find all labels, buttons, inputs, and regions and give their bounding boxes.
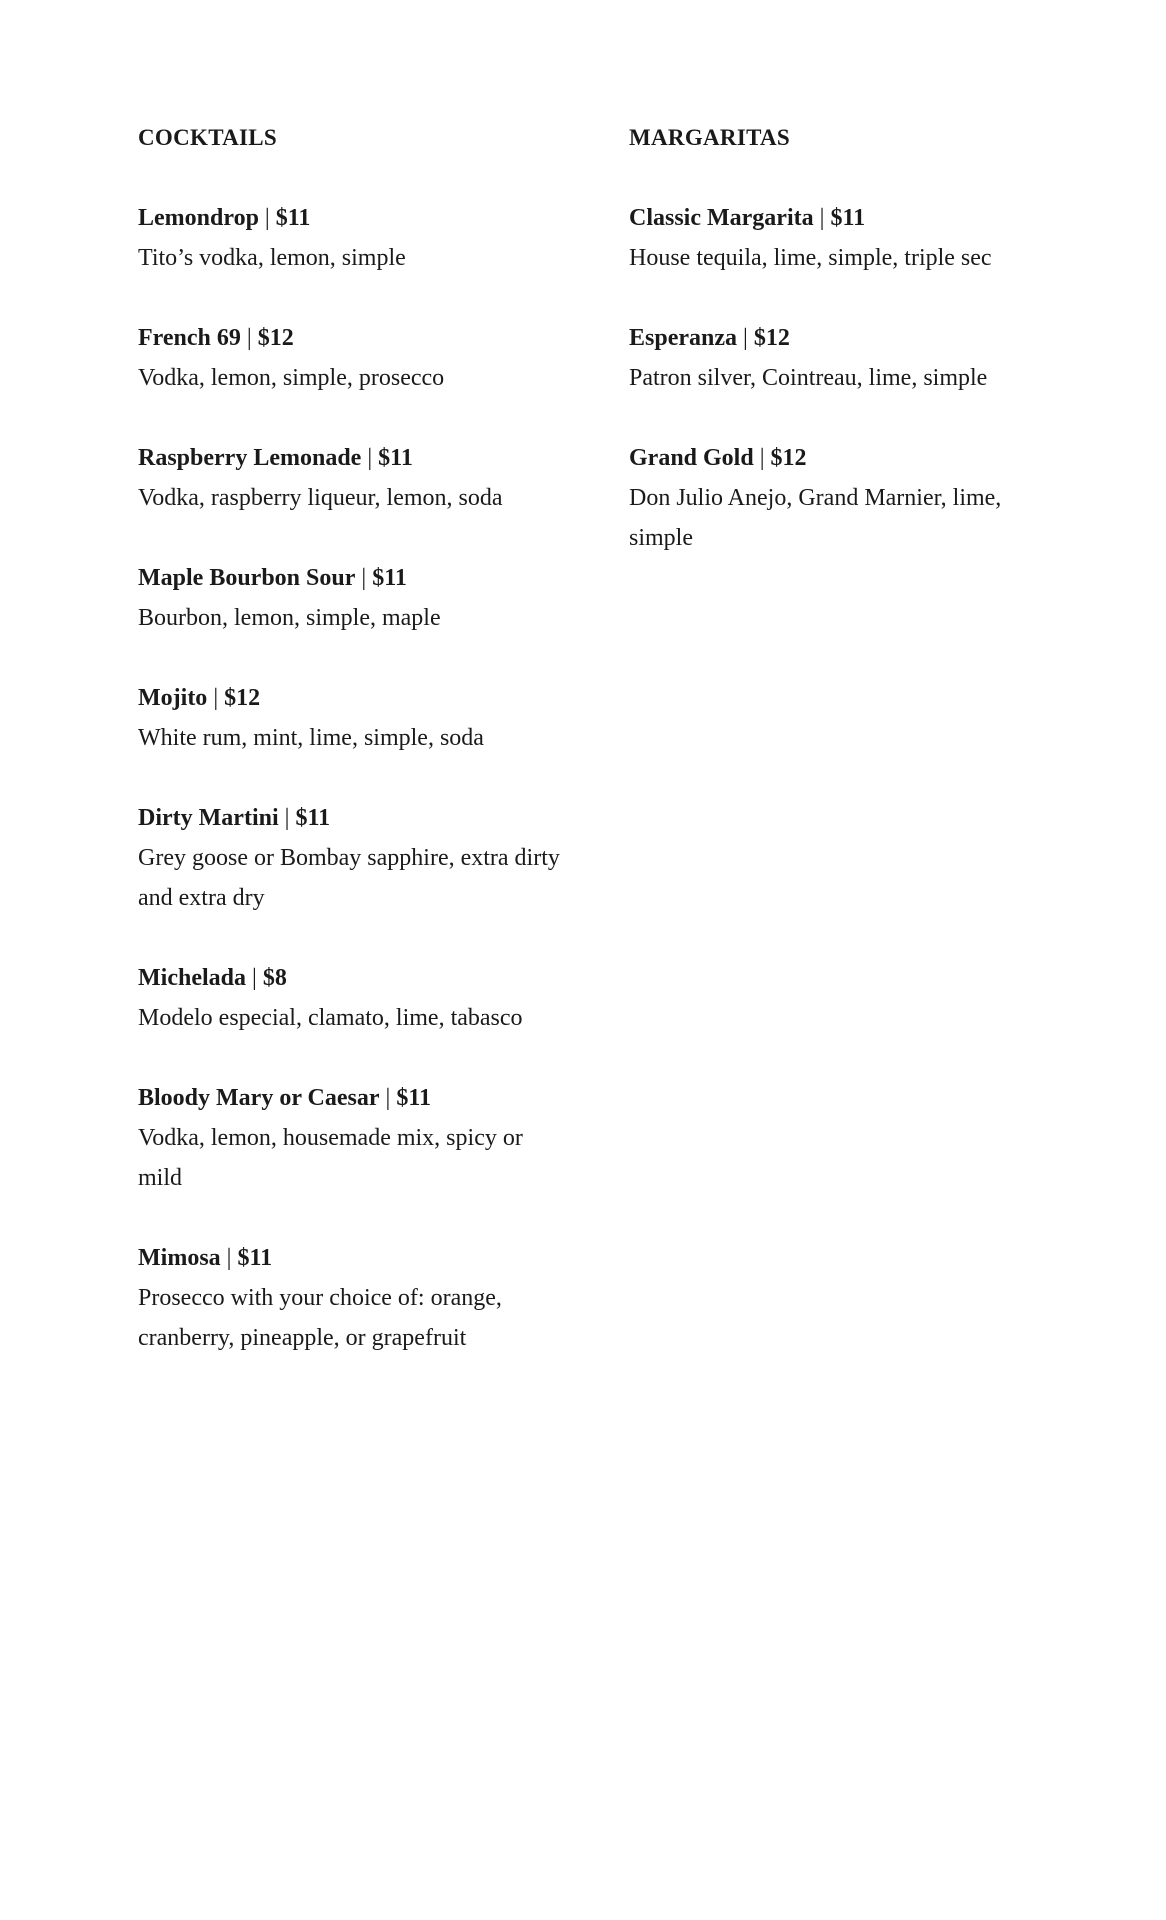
menu-item-price: $11 [372,565,407,591]
menu-item-heading [138,198,568,238]
menu-item-name: Lemondrop [138,205,259,231]
menu-item-heading [629,198,1059,238]
menu-item-description: House tequila, lime, simple, triple sec [629,245,992,271]
menu-item-separator: | [246,965,263,991]
menu-item-price: $12 [753,325,790,351]
menu-item-price: $12 [224,685,261,711]
menu-item [138,1238,568,1358]
menu-item-name: Esperanza [629,325,737,351]
menu-item-name: Dirty Martini [138,805,279,831]
menu-item-price: $11 [295,805,331,831]
menu-item-separator: | [258,205,276,231]
menu-item [138,678,568,758]
menu-item-name: Classic Margarita [629,205,814,231]
menu-item [138,558,568,638]
menu-item-description: Vodka, raspberry liqueur, lemon, soda [138,485,503,511]
menu-item [629,318,1059,398]
menu-item-heading [138,798,568,838]
menu-item-name: Raspberry Lemonade [138,445,362,471]
menu-item-separator: | [240,325,258,351]
menu-item-separator: | [355,565,373,591]
menu-item-description: Bourbon, lemon, simple, maple [138,605,441,631]
cocktails-title: COCKTAILS [138,125,278,150]
menu-item-heading [138,1238,568,1278]
menu-item-heading [138,318,568,358]
menu-item [138,958,568,1038]
menu-item-description: Patron silver, Cointreau, lime, simple [629,365,988,391]
menu-item-description: White rum, mint, lime, simple, soda [138,725,484,751]
menu-item [138,798,568,918]
margaritas-section [629,118,1059,598]
menu-item-separator: | [361,445,379,471]
menu-item-description: Modelo especial, clamato, lime, tabasco [138,1005,523,1031]
menu-item-heading [138,958,568,998]
menu-item-heading [138,438,568,478]
menu-item-price: $11 [237,1245,273,1271]
menu-item-separator: | [379,1085,397,1111]
menu-item-price: $11 [275,205,311,231]
menu-item-separator: | [207,685,225,711]
menu-item-name: Grand Gold [629,445,754,471]
menu-item-separator: | [278,805,296,831]
menu-item-price: $11 [830,205,866,231]
menu-item-price: $8 [262,965,287,991]
menu-item-description: Don Julio Anejo, Grand Marnier, lime, simple [629,485,1002,551]
menu-item [138,198,568,278]
menu-item-name: Mojito [138,685,208,711]
menu-item-description: Tito’s vodka, lemon, simple [138,245,406,271]
menu-item-price: $12 [770,445,807,471]
margaritas-title: MARGARITAS [629,125,791,150]
menu-item-name: Mimosa [138,1245,221,1271]
cocktails-section [138,118,568,1398]
menu-item-name: Bloody Mary or Caesar [138,1085,380,1111]
menu-item-description: Vodka, lemon, simple, prosecco [138,365,445,391]
menu-item [138,318,568,398]
menu-item-heading [138,678,568,718]
menu-item [138,438,568,518]
menu-item [629,438,1059,558]
menu-item-separator: | [753,445,771,471]
menu-item-separator: | [220,1245,238,1271]
menu-item-price: $11 [396,1085,432,1111]
menu-item-price: $11 [378,445,413,471]
menu-item-description: Grey goose or Bombay sapphire, extra dirty and extra dry [138,845,560,911]
menu-item-heading [629,318,1059,358]
menu-item-description: Prosecco with your choice of: orange, cranberry, pineapple, or grapefruit [138,1285,502,1351]
menu-item [629,198,1059,278]
menu-item-name: French 69 [138,325,241,351]
menu-item-heading [629,438,1059,478]
menu-item-description: Vodka, lemon, housemade mix, spicy or mild [138,1125,523,1191]
menu-item-separator: | [813,205,831,231]
menu-item-name: Michelada [138,965,246,991]
menu-item-separator: | [737,325,754,351]
menu-item [138,1078,568,1198]
menu-item-heading [138,1078,568,1118]
menu-item-name: Maple Bourbon Sour [138,565,356,591]
menu-item-price: $12 [257,325,294,351]
menu-item-heading [138,558,568,598]
